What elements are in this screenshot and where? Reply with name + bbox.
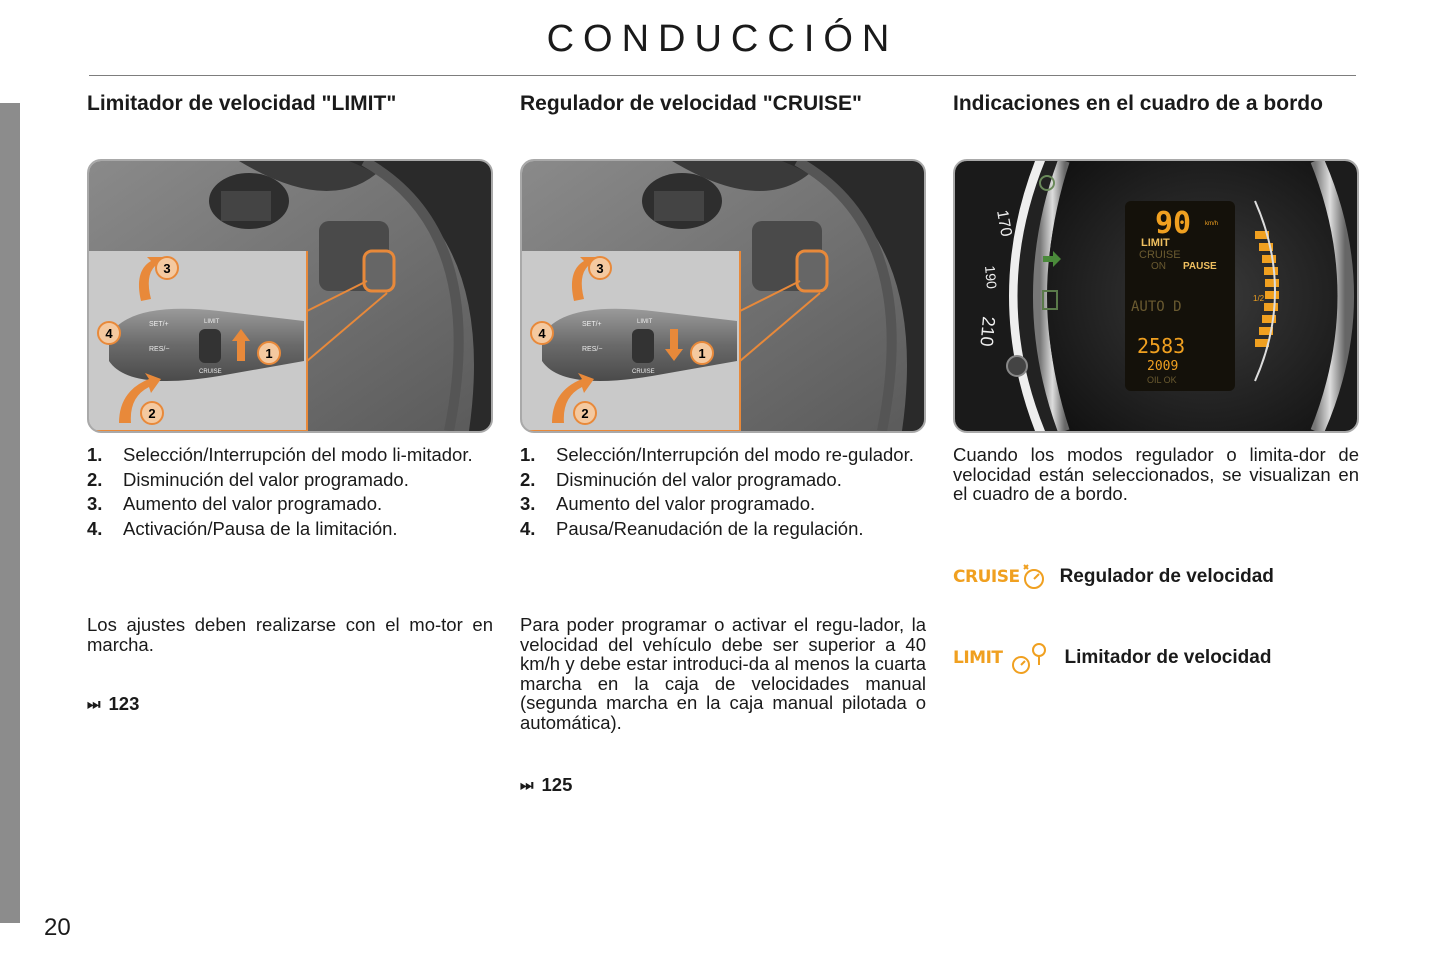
column-cruise — [520, 92, 926, 795]
page-reference-icon: ⏭ — [87, 695, 101, 713]
stalk-label-res: RES/− — [582, 346, 603, 353]
step-item: 2. Disminución del valor programado. — [87, 468, 409, 490]
title-rule — [89, 75, 1356, 76]
step-item: 1. Selección/Interrupción del modo li-mitador. — [87, 444, 473, 465]
cruise-speedometer-icon — [1020, 563, 1046, 591]
note-limit: Los ajustes deben realizarse con el mo-tor en marcha. — [87, 614, 493, 655]
svg-text:1: 1 — [265, 346, 273, 361]
figure-cruise-stalk — [520, 159, 926, 433]
note-cruise: Para poder programar o activar el regu-lador, la velocidad del vehículo debe ser superior a 40 km/h y debe estar introduci-da al menos la cuarta marcha en la caja de velocidades manual (segunda marcha en la caja manual pilotada o automática). — [520, 614, 926, 733]
display-odometer-total: 2009 — [1147, 359, 1179, 374]
display-mode-cruise: CRUISE — [1139, 249, 1181, 261]
section-heading-dashboard: Indicaciones en el cuadro de a bordo — [953, 92, 1323, 115]
step-item: 2. Disminución del valor programado. — [520, 468, 842, 490]
legend-badge-cruise: CRUISE — [953, 567, 1020, 587]
step-item: 3. Aumento del valor programado. — [87, 493, 383, 514]
display-odometer-trip: 2583 — [1137, 334, 1186, 358]
svg-text:2: 2 — [581, 406, 589, 421]
gauge-tick-210: 210 — [976, 315, 999, 348]
svg-text:3: 3 — [596, 261, 604, 276]
dashboard-illustration — [955, 161, 1357, 431]
svg-text:1: 1 — [698, 346, 706, 361]
chapter-title: CONDUCCIÓN — [546, 18, 899, 60]
dashboard-description: Cuando los modos regulador o limita-dor de velocidad están seleccionados, se visualizan en el cuadro de a bordo. — [953, 444, 1359, 504]
stalk-label-res: RES/− — [149, 346, 170, 353]
figure-limit-stalk — [87, 159, 493, 433]
gauge-tick-170: 170 — [993, 208, 1015, 238]
callout-1 — [258, 342, 280, 364]
callout-3 — [156, 257, 178, 279]
legend-label-limit: Limitador de velocidad — [1064, 647, 1272, 668]
step-item: 3. Aumento del valor programado. — [520, 493, 816, 514]
legend-label-cruise: Regulador de velocidad — [1059, 566, 1274, 587]
page-ref-limit[interactable]: ⏭ 123 — [87, 693, 140, 714]
legend-cruise — [953, 563, 1274, 591]
display-status-on: ON — [1151, 261, 1166, 272]
figure-dashboard — [953, 159, 1359, 433]
callout-2 — [574, 402, 596, 424]
step-item: 4. Pausa/Reanudación de la regulación. — [520, 517, 864, 539]
stalk-label-cruise: CRUISE — [199, 369, 222, 375]
step-item: 4. Activación/Pausa de la limitación. — [87, 517, 398, 539]
stalk-label-limit: LIMIT — [204, 319, 220, 325]
page-ref-cruise[interactable]: ⏭ 125 — [520, 774, 573, 795]
display-mode-limit: LIMIT — [1141, 237, 1170, 249]
limit-speedometer-icon — [1003, 641, 1051, 675]
stalk-label-cruise: CRUISE — [632, 369, 655, 375]
section-heading-limit: Limitador de velocidad "LIMIT" — [87, 92, 397, 115]
column-dashboard — [953, 92, 1359, 668]
callout-4 — [531, 322, 553, 344]
display-fuel-fraction: 1/2 — [1253, 294, 1265, 303]
callout-3 — [589, 257, 611, 279]
gauge-tick-190: 190 — [982, 264, 1000, 290]
section-heading-cruise: Regulador de velocidad "CRUISE" — [520, 92, 862, 115]
stalk-label-set: SET/+ — [149, 321, 169, 328]
column-limit — [87, 92, 493, 714]
steps-list-limit — [87, 445, 493, 543]
page-reference-icon: ⏭ — [520, 776, 534, 794]
svg-text:3: 3 — [163, 261, 171, 276]
steps-list-cruise — [520, 445, 926, 543]
svg-text:4: 4 — [105, 326, 113, 341]
display-status-pause: PAUSE — [1183, 261, 1217, 272]
page-number: 20 — [44, 914, 71, 941]
display-oil-status: OIL OK — [1147, 375, 1177, 385]
stalk-illustration-limit — [89, 161, 491, 431]
svg-text:2: 2 — [148, 406, 156, 421]
display-speed: 90 — [1155, 206, 1192, 241]
display-speed-unit: km/h — [1205, 221, 1219, 227]
stalk-label-limit: LIMIT — [637, 319, 653, 325]
legend-limit — [953, 641, 1271, 675]
callout-2 — [141, 402, 163, 424]
callout-4 — [98, 322, 120, 344]
display-gear: AUTO D — [1131, 299, 1182, 315]
legend-badge-limit: LIMIT — [953, 648, 1003, 668]
chapter-side-bar — [0, 103, 20, 923]
stalk-illustration-cruise — [522, 161, 924, 431]
stalk-label-set: SET/+ — [582, 321, 602, 328]
step-item: 1. Selección/Interrupción del modo re-gulador. — [520, 444, 914, 465]
svg-text:4: 4 — [538, 326, 546, 341]
callout-1 — [691, 342, 713, 364]
